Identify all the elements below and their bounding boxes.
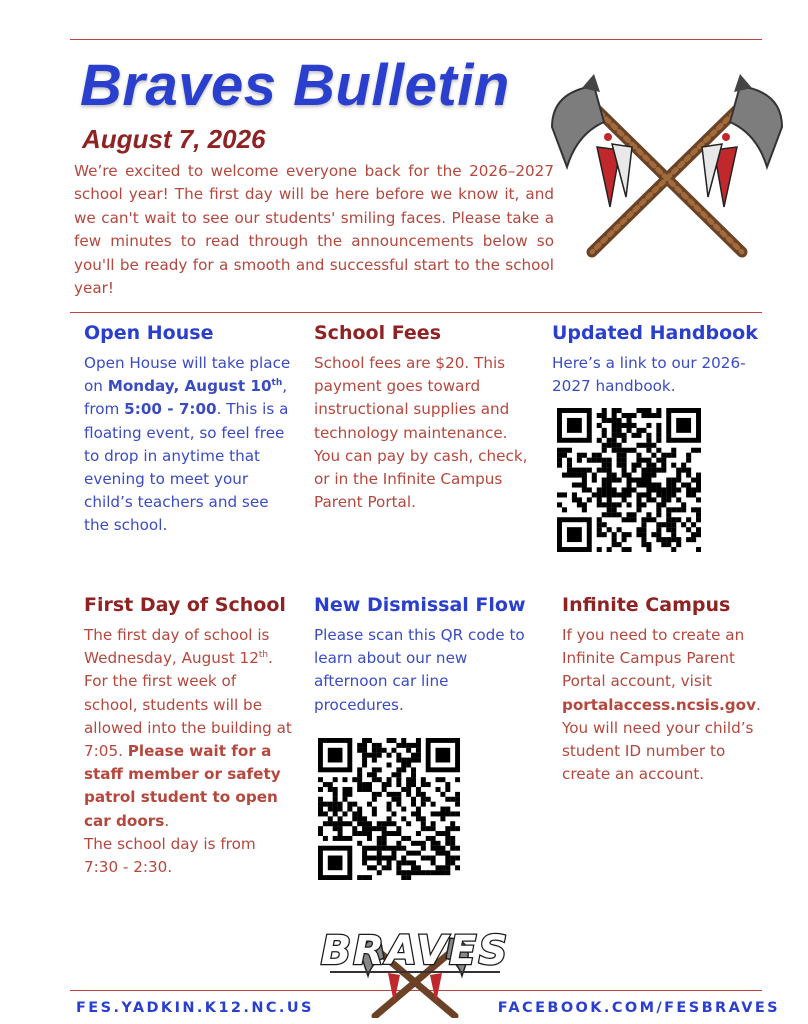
open-house-body: Open House will take place on Monday, August 10th, from 5:00 - 7:00. This is a floating event, so feel free to drop in anytime that evening to meet your child’s teachers and see the school. bbox=[84, 354, 291, 535]
dismissal-section bbox=[314, 594, 526, 717]
first-day-heading: First Day of School bbox=[84, 594, 286, 616]
infinite-campus-body: If you need to create an Infinite Campus Parent Portal account, visit portalaccess.ncsis.gov. You will need your child’s student ID number to create an account. bbox=[562, 626, 761, 784]
website-link[interactable]: FES.YADKIN.K12.NC.US bbox=[76, 1000, 314, 1016]
handbook-body: Here’s a link to our 2026-2027 handbook. bbox=[552, 354, 746, 396]
infinite-campus-section bbox=[562, 594, 772, 786]
handbook-qr-code[interactable] bbox=[557, 408, 701, 552]
top-rule bbox=[70, 39, 762, 40]
portal-link[interactable]: portalaccess.ncsis.gov bbox=[562, 695, 756, 714]
bulletin-date: August 7, 2026 bbox=[82, 124, 266, 154]
dismissal-qr-code[interactable] bbox=[318, 738, 460, 880]
crossed-tomahawks-icon bbox=[542, 72, 792, 276]
dismissal-body: Please scan this QR code to learn about our new afternoon car line procedures. bbox=[314, 626, 525, 714]
facebook-link[interactable]: FACEBOOK.COM/FESBRAVES bbox=[497, 1000, 780, 1016]
school-fees-body: School fees are $20. This payment goes toward instructional supplies and technology maintenance. You can pay by cash, check, or in the Infinite Campus Parent Portal. bbox=[314, 354, 528, 512]
dismissal-heading: New Dismissal Flow bbox=[314, 594, 526, 616]
braves-logo-text: BRAVES bbox=[320, 928, 510, 974]
handbook-section bbox=[552, 322, 772, 398]
first-day-body: The first day of school is Wednesday, August 12th. For the first week of school, students will be allowed into the building at 7:05. Please wait for a staff member or safety patrol student to open car doors. The school day is from 7:30 - 2:30. bbox=[84, 626, 292, 877]
first-day-section bbox=[84, 594, 294, 879]
open-house-heading: Open House bbox=[84, 322, 214, 344]
infinite-campus-heading: Infinite Campus bbox=[562, 594, 731, 616]
page-title: Braves Bulletin bbox=[80, 53, 510, 118]
intro-paragraph: We’re excited to welcome everyone back for the 2026–2027 school year! The first day will be here before we know it, and we can't wait to see our students' smiling faces. Please take a few minutes to read through the announcements below so you'll be ready for a smooth and successful start to the school year! bbox=[74, 162, 554, 298]
school-fees-heading: School Fees bbox=[314, 322, 441, 344]
open-house-section bbox=[84, 322, 294, 538]
handbook-heading: Updated Handbook bbox=[552, 322, 758, 344]
school-fees-section bbox=[314, 322, 536, 514]
mid-rule bbox=[70, 312, 762, 313]
